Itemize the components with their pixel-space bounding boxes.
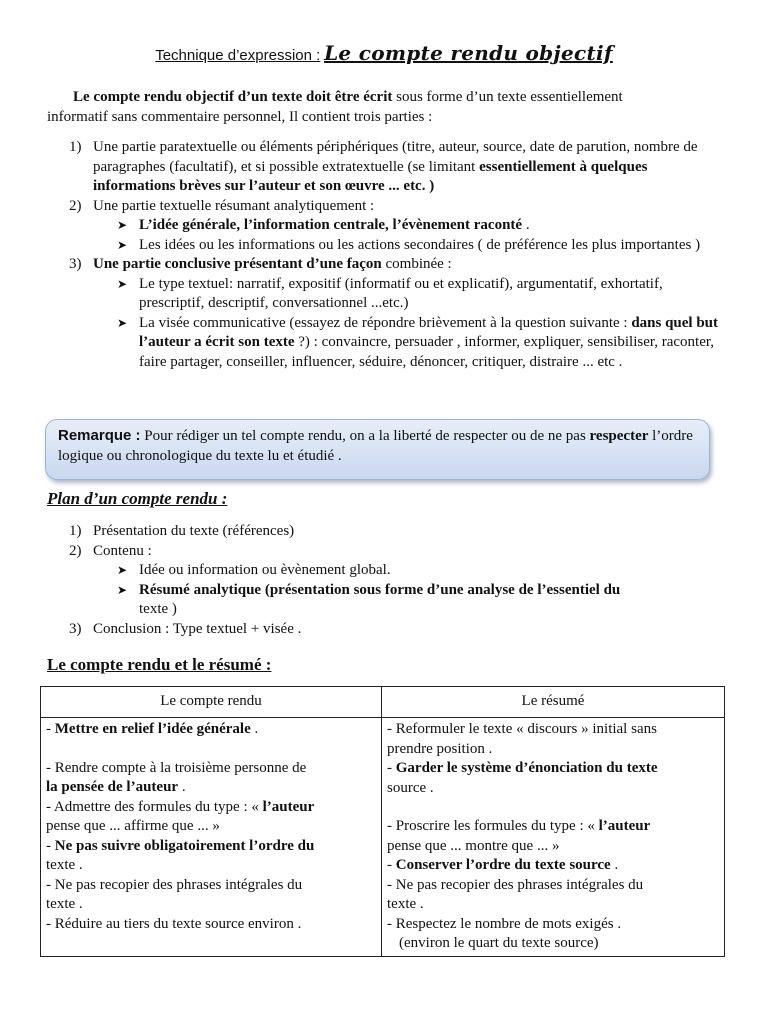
remark-text1: Pour rédiger un tel compte rendu, on a la liberté de respecter ou de ne pas (144, 428, 586, 444)
part3-bold: Une partie conclusive présentant d’une façon (93, 256, 382, 272)
title-emphasis: Le compte rendu objectif (324, 41, 613, 65)
list-item: 2) Une partie textuelle résumant analytiquement : ➤ L’idée générale, l’information centrale, l’évènement raconté . ➤ Les idées ou les informations ou les actions secondaires ( de préférence les plus importantes ) (47, 197, 727, 256)
list-item: ➤ Résumé analytique (présentation sous forme d’une analyse de l’essentiel du texte ) (117, 581, 621, 617)
remark-bold: respecter (589, 428, 649, 444)
arrow-bullet-icon: ➤ (117, 563, 128, 577)
table-header-compte-rendu: Le compte rendu (41, 687, 382, 718)
table-row (41, 718, 725, 957)
intro-line2: informatif sans commentaire personnel, Il contient trois parties : (47, 108, 433, 125)
arrow-bullet-icon: ➤ (117, 218, 128, 232)
intro-bold: Le compte rendu objectif d’un texte doit être écrit (73, 89, 393, 105)
table-cell-compte-rendu: - Mettre en relief l’idée générale . - Rendre compte à la troisième personne de la pensée de l’auteur . - Admettre des formules du type : « l’auteur pense que ... affirme que ... » - Ne pas suivre obligatoirement l’ordre du texte . - Ne pas recopier des phrases intégrales du texte . - Réduire au tiers du texte source environ . (41, 718, 382, 957)
remark-box (45, 419, 710, 480)
list-item: 3) Une partie conclusive présentant d’une façon combinée : ➤ Le type textuel: narratif, expositif (informatif ou et explicatif), argumentatif, exhortatif, prescriptif, descriptif, conversationnel ...etc.) ➤ La visée communicative (essayez de répondre brièvement à la question suivante : dans quel but l’auteur a écrit son texte ?) : convaincre, persuader , informer, expliquer, sensibiliser, raconter, faire partager, conseiller, influencer, séduire, dénoncer, critiquer, distraire ... etc . (47, 255, 727, 372)
comparison-table (40, 686, 725, 957)
list-item: 2) Contenu : ➤ Idée ou information ou èvènement global. ➤ Résumé analytique (présentation sous forme d’une analyse de l’essentiel du texte ) (47, 542, 727, 620)
plan-list (47, 522, 727, 639)
remark-label: Remarque : (58, 427, 141, 444)
page-title (0, 41, 768, 67)
parts-list (47, 138, 727, 372)
arrow-bullet-icon: ➤ (117, 237, 128, 252)
list-item: 1) Une partie paratextuelle ou éléments périphériques (titre, auteur, source, date de parution, nombre de paragraphes (facultatif), et si possible extratextuelle (se limitant essentiellement à quelques informations brèves sur l’auteur et son œuvre ... etc. ) (69, 139, 698, 194)
list-item: ➤ Idée ou information ou èvènement global. (93, 561, 727, 581)
list-item: 3) Conclusion : Type textuel + visée . (69, 620, 302, 637)
table-cell-resume: - Reformuler le texte « discours » initial sans prendre position . - Garder le système d’énonciation du texte source . - Proscrire les formules du type : « l’auteur pense que ... montre que ... » - Conserver l’ordre du texte source . - Ne pas recopier des phrases intégrales du texte . - Respectez le nombre de mots exigés . (environ le quart du texte source) (382, 718, 725, 957)
list-item: ➤ La visée communicative (essayez de répondre brièvement à la question suivante : dans quel but l’auteur a écrit son texte ?) : convaincre, persuader , informer, expliquer, sensibiliser, raconter, faire partager, conseiller, influencer, séduire, dénoncer, critiquer, distraire ... etc . (117, 314, 719, 370)
intro-paragraph (47, 88, 727, 127)
table-header-resume: Le résumé (382, 687, 725, 718)
list-item: 1) Présentation du texte (références) (69, 523, 295, 539)
list-item: ➤ Les idées ou les informations ou les actions secondaires ( de préférence les plus importantes ) (93, 236, 727, 256)
arrow-bullet-icon: ➤ (117, 276, 128, 291)
part1-bold: essentiellement à quelques informations brèves sur l’auteur et son œuvre ... etc. ) (93, 158, 648, 194)
remark-text2: l’ordre logique ou chronologique du texte lu et étudié . (58, 428, 693, 464)
title-lead: Technique d’expression : (155, 47, 321, 64)
comparison-heading: Le compte rendu et le résumé : (47, 655, 272, 674)
list-item: ➤ Le type textuel: narratif, expositif (informatif ou et explicatif), argumentatif, exhortatif, prescriptif, descriptif, conversationnel ...etc.) (117, 275, 663, 311)
intro-rest: sous forme d’un texte essentiellement (396, 89, 623, 105)
part1-text: Une partie paratextuelle ou éléments périphériques (titre, auteur, source, date de parution, nombre de paragraphes (facultatif), et si possible extratextuelle (se limitant (93, 139, 698, 175)
arrow-bullet-icon: ➤ (117, 315, 128, 330)
plan-heading: Plan d’un compte rendu : (47, 489, 228, 508)
table-row (41, 687, 725, 718)
part2-text: Une partie textuelle résumant analytiquement : (93, 197, 375, 214)
list-item: ➤ L’idée générale, l’information centrale, l’évènement raconté . (93, 216, 727, 236)
arrow-bullet-icon: ➤ (117, 582, 128, 597)
